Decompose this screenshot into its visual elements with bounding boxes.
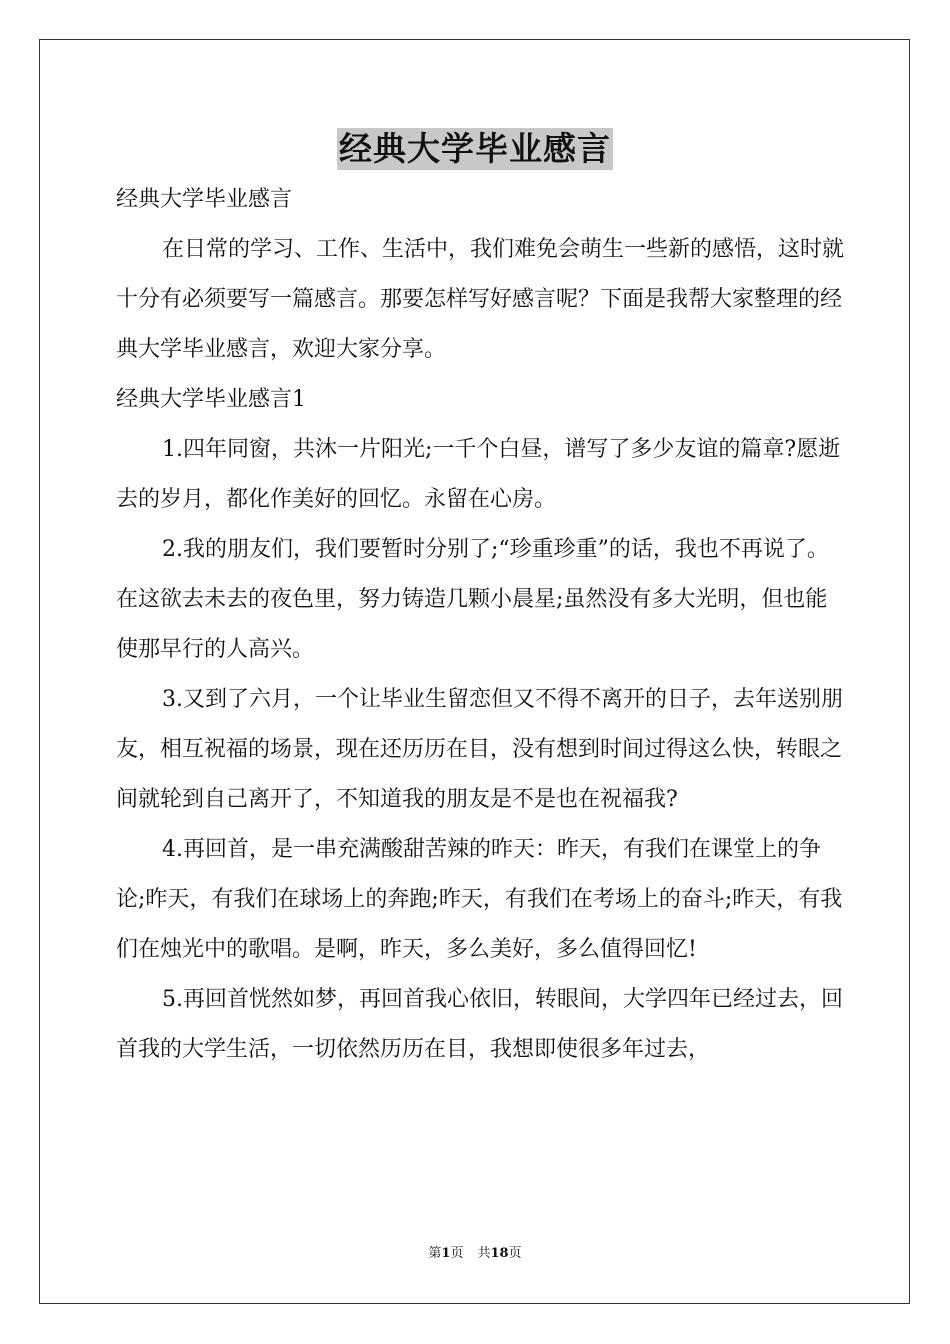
page-suffix: 页 bbox=[450, 1246, 464, 1261]
total-prefix: 共 bbox=[477, 1246, 491, 1261]
total-suffix: 页 bbox=[508, 1246, 522, 1261]
document-title: 经典大学毕业感言 bbox=[339, 129, 611, 168]
paragraph: 5.再回首恍然如梦，再回首我心依旧，转眼间，大学四年已经过去，回首我的大学生活，一切依然历历在目，我想即使很多年过去， bbox=[116, 987, 843, 1062]
paragraph: 1.四年同窗，共沐一片阳光;一千个白昼，谱写了多少友谊的篇章?愿逝去的岁月，都化作美好的回忆。永留在心房。 bbox=[116, 437, 841, 512]
paragraph: 3.又到了六月，一个让毕业生留恋但又不得不离开的日子，去年送别朋友，相互祝福的场景，现在还历历在目，没有想到时间过得这么快，转眼之间就轮到自己离开了，不知道我的朋友是不是也在祝福我? bbox=[116, 687, 843, 812]
total-pages: 18 bbox=[490, 1246, 509, 1261]
paragraph: 经典大学毕业感言 bbox=[116, 187, 293, 212]
paragraph: 2.我的朋友们，我们要暂时分别了;“珍重珍重”的话，我也不再说了。在这欲去未去的夜色里，努力铸造几颗小晨星;虽然没有多大光明，但也能使那早行的人高兴。 bbox=[116, 537, 829, 662]
paragraph: 4.再回首，是一串充满酸甜苦辣的昨天：昨天，有我们在课堂上的争论;昨天，有我们在球场上的奔跑;昨天，有我们在考场上的奋斗;昨天，有我们在烛光中的歌唱。是啊，昨天，多么美好，多么值得回忆! bbox=[116, 837, 843, 962]
title-container bbox=[0, 128, 950, 170]
page-prefix: 第 bbox=[428, 1246, 442, 1261]
page-number: 1 bbox=[441, 1246, 451, 1261]
section-heading: 经典大学毕业感言1 bbox=[116, 387, 306, 412]
paragraph: 在日常的学习、工作、生活中，我们难免会萌生一些新的感悟，这时就十分有必须要写一篇感言。那要怎样写好感言呢？下面是我帮大家整理的经典大学毕业感言，欢迎大家分享。 bbox=[116, 237, 845, 362]
document-body bbox=[116, 175, 846, 1075]
page-footer bbox=[0, 1244, 950, 1264]
